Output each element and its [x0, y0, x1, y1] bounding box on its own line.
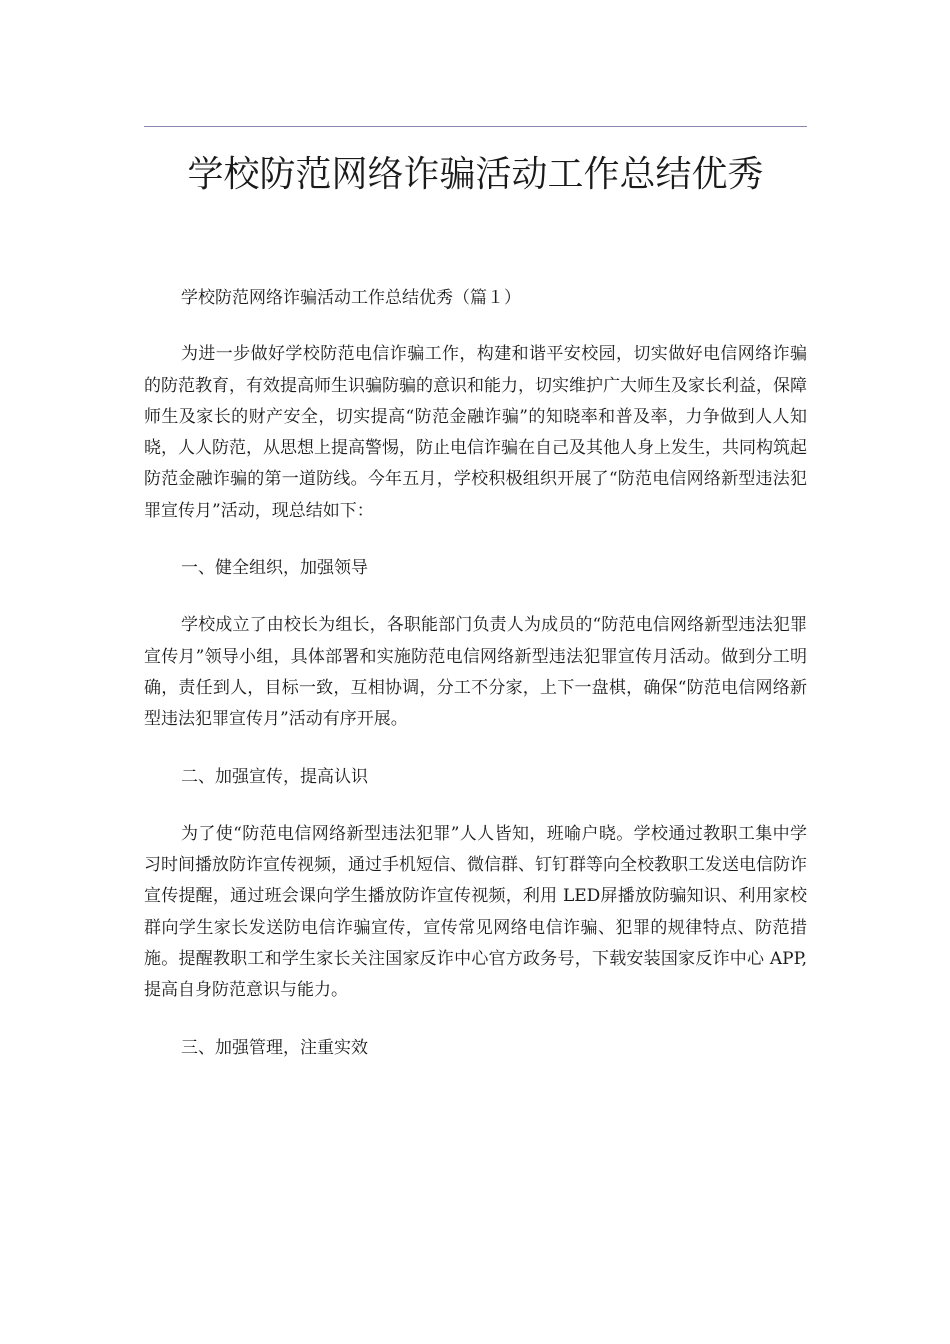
section-subtitle: 学校防范网络诈骗活动工作总结优秀（篇１） — [181, 288, 521, 308]
document-title: 学校防范网络诈骗活动工作总结优秀 — [187, 154, 764, 195]
paragraph-intro: 为进一步做好学校防范电信诈骗工作，构建和谐平安校园，切实做好电信网络诈骗的防范教育，有效提高师生识骗防骗的意识和能力，切实维护广大师生及家长利益，保障师生及家长的财产安全，切实提高“防范金融诈骗”的知晓率和普及率，力争做到人人知晓，人人防范，从思想上提高警惕，防止电信诈骗在自己及其他人身上发生，共同构筑起防范金融诈骗的第一道防线。今年五月，学校积极组织开展了“防范电信网络新型违法犯罪宣传月”活动，现总结如下： — [144, 344, 807, 521]
header-rule — [144, 126, 807, 127]
paragraph-organization: 学校成立了由校长为组长，各职能部门负责人为成员的“防范电信网络新型违法犯罪宣传月”领导小组，具体部署和实施防范电信网络新型违法犯罪宣传月活动。做到分工明确，责任到人，目标一致，互相协调，分工不分家，上下一盘棋，确保“防范电信网络新型违法犯罪宣传月”活动有序开展。 — [144, 615, 807, 730]
paragraph-publicity: 为了使“防范电信网络新型违法犯罪”人人皆知，班喻户晓。学校通过教职工集中学习时间播放防诈宣传视频，通过手机短信、微信群、钉钉群等向全校教职工发送电信防诈宣传提醒，通过班会课向学生播放防诈宣传视频，利用 LED屏播放防骗知识、利用家校群向学生家长发送防电信诈骗宣传，宣传常见网络电信诈骗、犯罪的规律特点、防范措施。提醒教职工和学生家长关注国家反诈中心官方政务号，下载安装国家反诈中心 APP,提高自身防范意识与能力。 — [144, 823, 807, 1001]
heading-3: 三、加强管理，注重实效 — [181, 1037, 368, 1058]
document-body — [144, 283, 807, 1064]
heading-1: 一、健全组织，加强领导 — [181, 558, 368, 579]
heading-2: 二、加强宣传，提高认识 — [181, 766, 368, 787]
